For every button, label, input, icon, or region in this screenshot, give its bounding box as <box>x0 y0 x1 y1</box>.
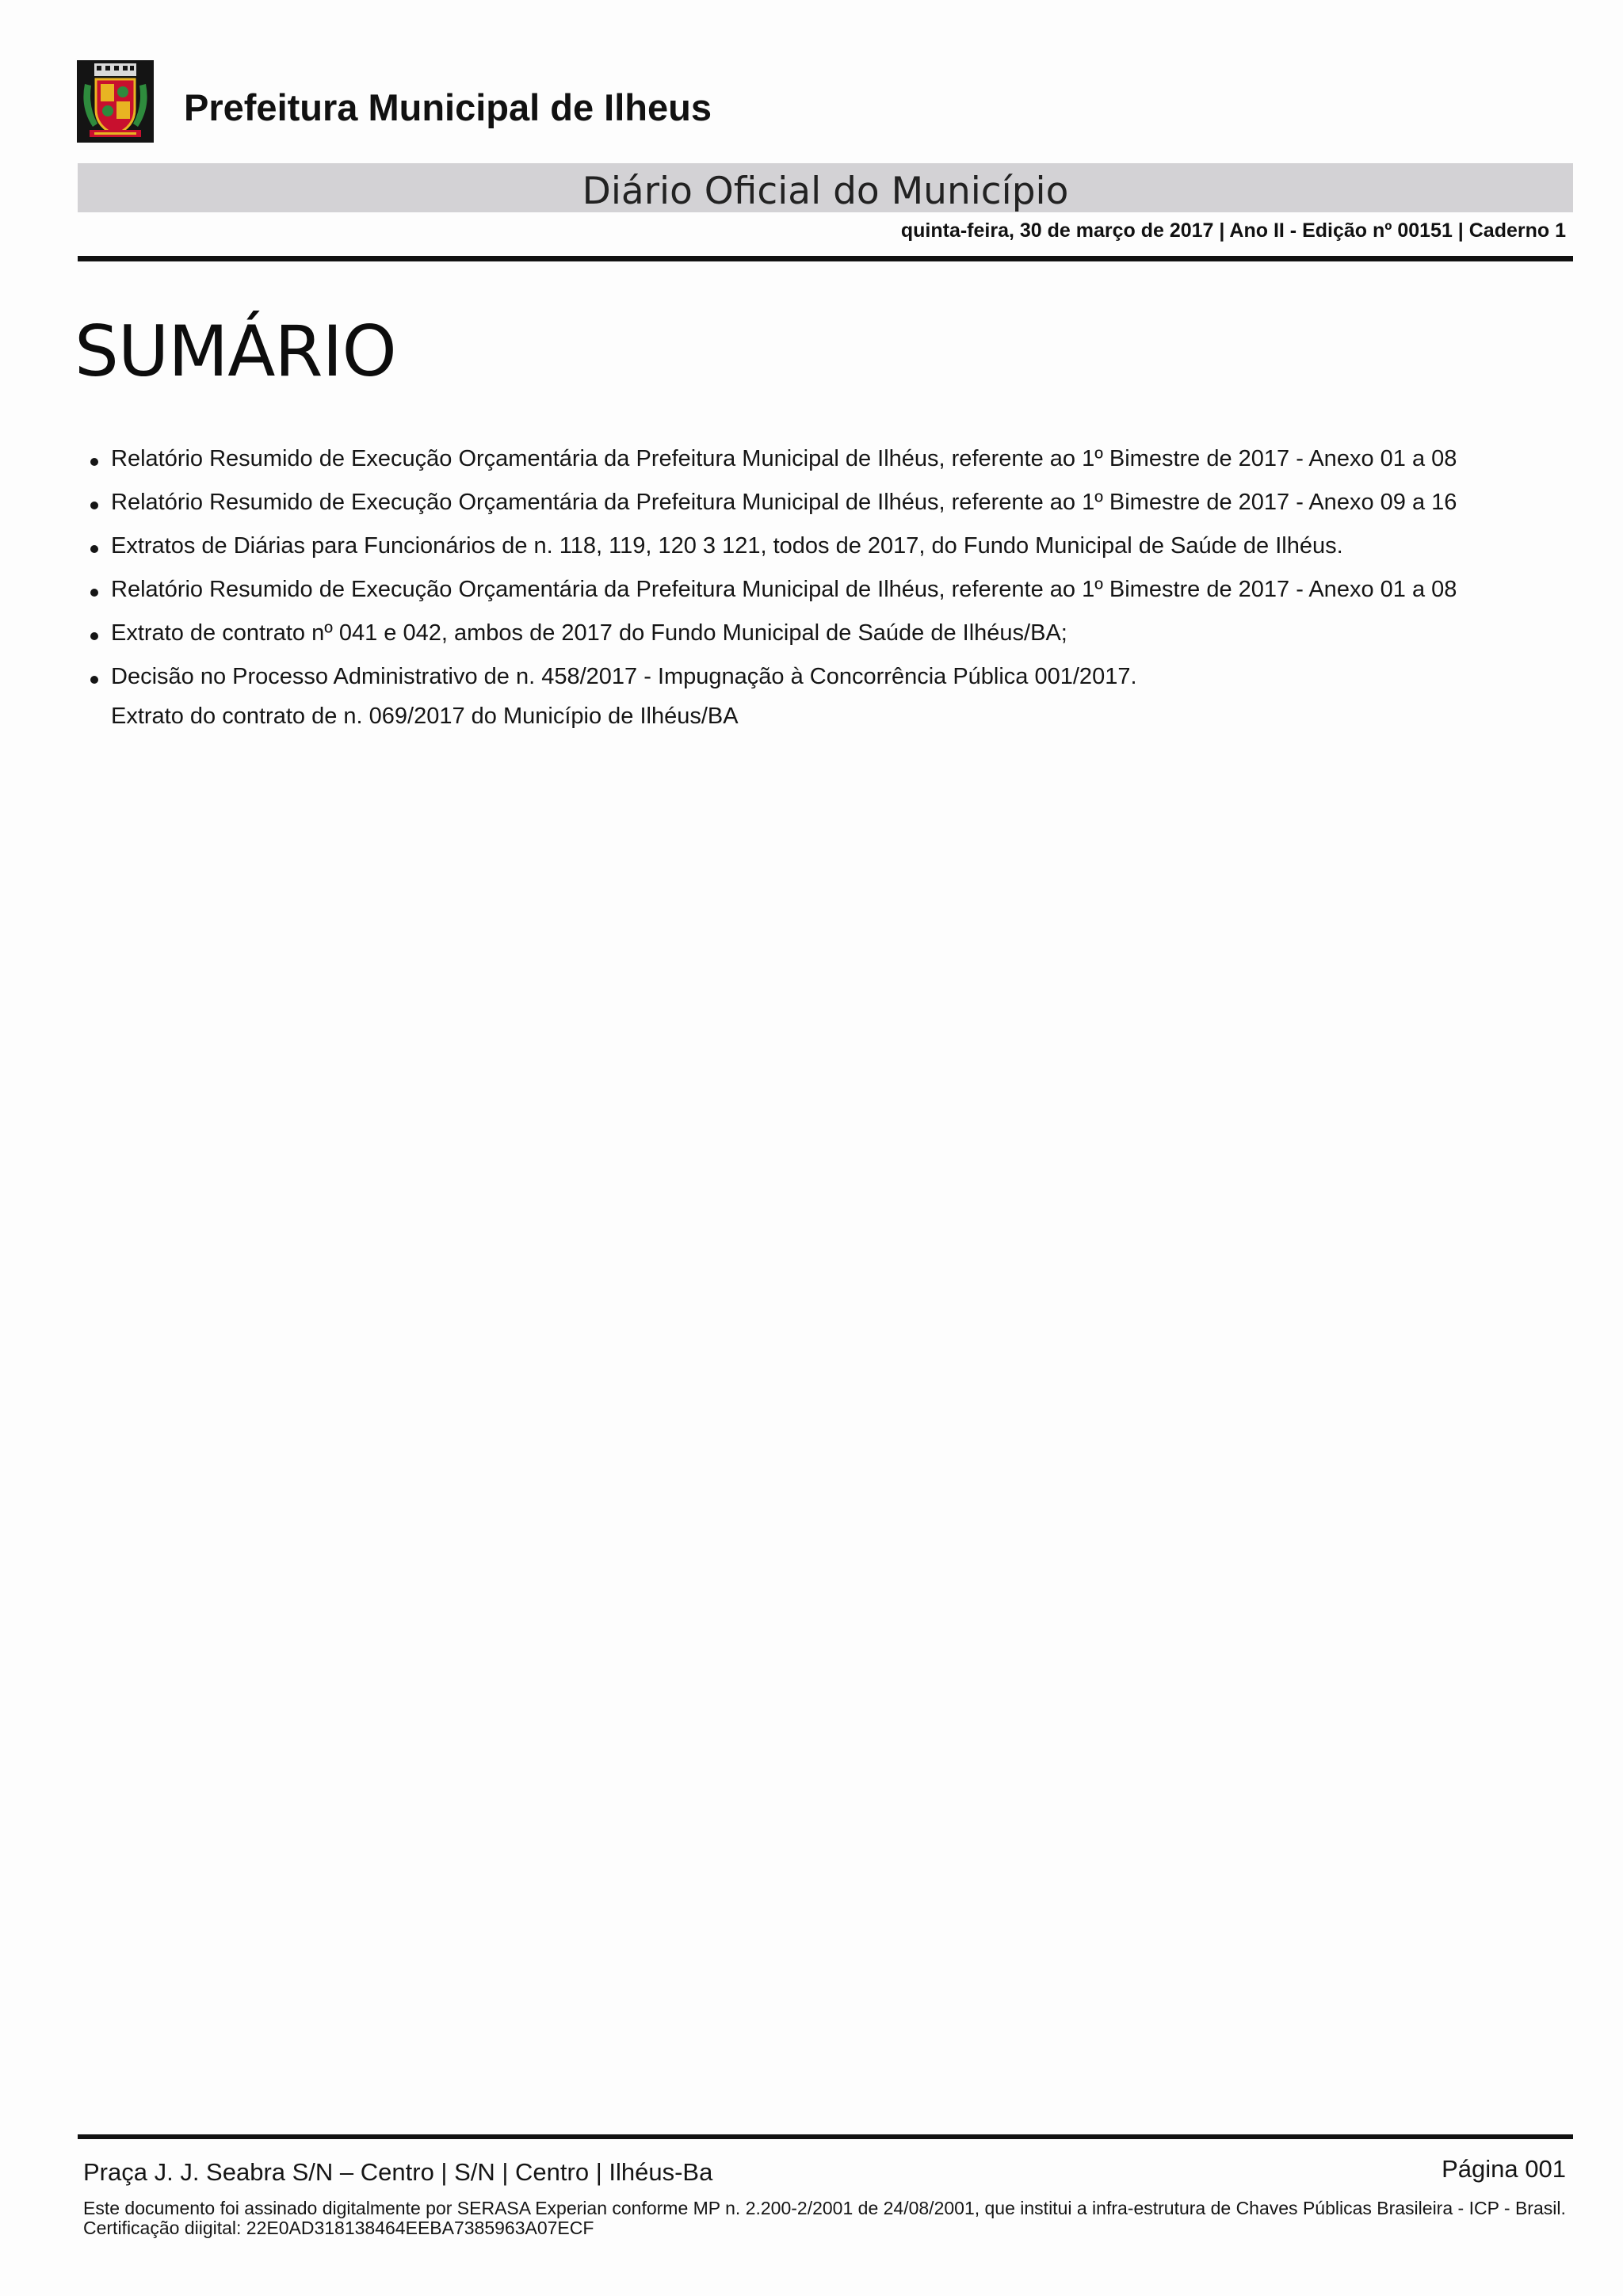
summary-title: SUMÁRIO <box>74 311 396 392</box>
footer-divider <box>78 2134 1573 2139</box>
summary-item-text: Relatório Resumido de Execução Orçamentária da Prefeitura Municipal de Ilhéus, referente ao 1º Bimestre de 2017 - Anexo 01 a 08 <box>111 446 1457 471</box>
bullet-icon <box>90 676 98 684</box>
summary-item <box>86 437 1575 481</box>
header-divider <box>78 256 1573 261</box>
bullet-icon <box>90 589 98 597</box>
footer-address: Praça J. J. Seabra S/N – Centro | S/N | Centro | Ilhéus-Ba <box>83 2158 713 2186</box>
edition-info: quinta-feira, 30 de março de 2017 | Ano II - Edição nº 00151 | Caderno 1 <box>900 219 1566 242</box>
summary-item <box>86 612 1575 655</box>
bullet-icon <box>90 502 98 509</box>
page-number: Página 001 <box>1442 2155 1566 2183</box>
summary-item <box>86 655 1575 699</box>
summary-extra-item: Extrato do contrato de n. 069/2017 do Município de Ilhéus/BA <box>111 704 739 729</box>
summary-item-text: Extrato de contrato nº 041 e 042, ambos de 2017 do Fundo Municipal de Saúde de Ilhéus/BA; <box>111 620 1067 646</box>
summary-item <box>86 568 1575 612</box>
summary-item-text: Extratos de Diárias para Funcionários de n. 118, 119, 120 3 121, todos de 2017, do Fundo Municipal de Saúde de Ilhéus. <box>111 533 1343 559</box>
gazette-title: Diário Oficial do Município <box>582 170 1069 213</box>
bullet-icon <box>90 632 98 640</box>
summary-item-text: Decisão no Processo Administrativo de n. 458/2017 - Impugnação à Concorrência Pública 001/2017. <box>111 664 1137 689</box>
coat-of-arms-icon <box>77 60 154 143</box>
summary-list <box>86 437 1575 699</box>
municipality-name: Prefeitura Municipal de Ilheus <box>184 86 712 128</box>
bullet-icon <box>90 458 98 466</box>
summary-item-text: Relatório Resumido de Execução Orçamentária da Prefeitura Municipal de Ilhéus, referente ao 1º Bimestre de 2017 - Anexo 01 a 08 <box>111 577 1457 602</box>
summary-item <box>86 524 1575 568</box>
certification-notice: Este documento foi assinado digitalmente por SERASA Experian conforme MP n. 2.200-2/2001 de 24/08/2001, que institui a infra-estrutura de Chaves Públicas Brasileira - ICP - Brasil. Certificação diigital: 22E0AD318138464EEBA7385963A07ECF <box>83 2198 1566 2238</box>
summary-item-text: Relatório Resumido de Execução Orçamentária da Prefeitura Municipal de Ilhéus, referente ao 1º Bimestre de 2017 - Anexo 09 a 16 <box>111 490 1457 515</box>
summary-item <box>86 481 1575 524</box>
bullet-icon <box>90 545 98 553</box>
